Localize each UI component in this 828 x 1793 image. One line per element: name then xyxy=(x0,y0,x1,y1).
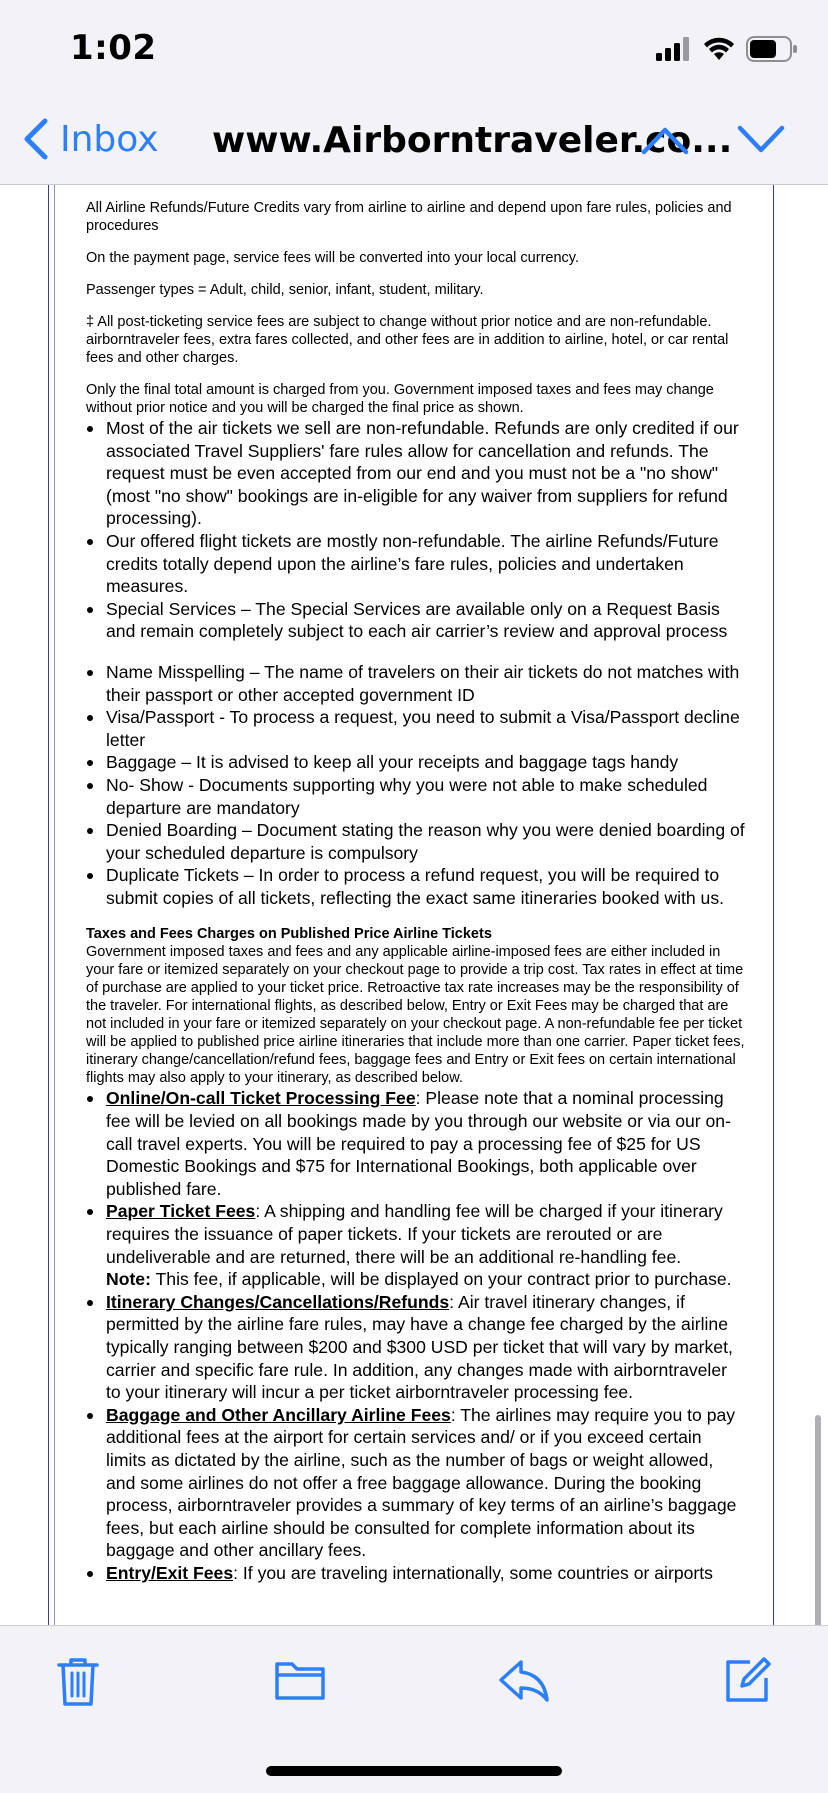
fee-text: : The airlines may require you to pay additional fees at the airport for certain services and/ or if you exceed certain limits as dictated by the airline, such as the number of bags or weight allowed, and some airlines do not offer a free baggage allowance. During the booking process, airborntraveler provides a summary of key terms of an airline’s baggage fees, but each airline should be consulted for complete information about its baggage and other ancillary fees. xyxy=(106,1404,737,1561)
fee-title: Entry/Exit Fees xyxy=(106,1562,234,1583)
chevron-left-icon xyxy=(22,118,50,160)
list-item xyxy=(106,1404,746,1562)
note-text: This fee, if applicable, will be displayed on your contract prior to purchase. xyxy=(150,1269,732,1290)
list-item: Denied Boarding – Document stating the reason why you were denied boarding of your scheduled departure is compulsory xyxy=(106,820,745,863)
frame-divider xyxy=(54,185,55,1625)
wifi-icon xyxy=(702,36,736,62)
list-item: Our offered flight tickets are mostly non-refundable. The airline Refunds/Future credits totally depend upon the airline’s fare rules, policies and undertaken measures. xyxy=(106,530,746,598)
back-label: Inbox xyxy=(60,118,159,160)
list-item: Most of the air tickets we sell are non-refundable. Refunds are only credited if our associated Travel Suppliers' fare rules allow for cancellation and refunds. The request must be even accepted from our end and you must not be a "no show" (most "no show" bookings are in-eligible for any waiver from suppliers for refund processing). xyxy=(106,417,746,530)
status-bar xyxy=(0,0,828,100)
intro-paragraph: All Airline Refunds/Future Credits vary from airline to airline and depend upon fare rules, policies and procedures xyxy=(86,200,732,234)
page-title: www.Airborntraveler.co... xyxy=(212,120,733,161)
fee-text: : Air travel itinerary changes, if permitted by the airline fare rules, may have a change fee charged by the airline typically ranging between $200 and $300 USD per ticket that will vary by market, carrier and specific fare rule. In addition, any changes made with airborntraveler to your itinerary will incur a per ticket airborntraveler processing fee. xyxy=(106,1291,733,1403)
email-body[interactable] xyxy=(0,185,828,1625)
intro-paragraph: Only the final total amount is charged from you. Government imposed taxes and fees may change without prior notice and you will be charged the final price as shown. xyxy=(86,382,714,416)
list-item: Duplicate Tickets – In order to process a refund request, you will be required to submit copies of all tickets, reflecting the exact same itineraries booked with us. xyxy=(106,864,746,909)
home-indicator xyxy=(266,1766,562,1776)
nav-bar xyxy=(0,100,828,185)
list-item xyxy=(106,1562,746,1585)
next-message-button[interactable] xyxy=(736,120,786,160)
folder-icon[interactable] xyxy=(274,1656,326,1704)
compose-icon[interactable] xyxy=(722,1656,772,1706)
intro-paragraph: ‡ All post-ticketing service fees are subject to change without prior notice and are non-refundable. airborntraveler fees, extra fares collected, and other fees are in addition to airline, hotel, or car rental fees and other charges. xyxy=(86,314,729,366)
back-button[interactable] xyxy=(22,118,159,160)
list-item xyxy=(106,1291,746,1404)
note-label: Note: xyxy=(106,1269,151,1290)
taxes-heading: Taxes and Fees Charges on Published Price Airline Tickets xyxy=(86,926,492,943)
fee-title: Paper Ticket Fees xyxy=(106,1201,256,1222)
previous-message-button[interactable] xyxy=(640,120,690,160)
intro-paragraph: Passenger types = Adult, child, senior, infant, student, military. xyxy=(86,282,484,298)
refund-documents-list xyxy=(86,661,746,910)
list-item: Special Services – The Special Services are available only on a Request Basis and remain completely subject to each air carrier’s review and approval process xyxy=(106,598,746,643)
fee-text: : Please note that a nominal processing fee will be levied on all bookings made by you through our website or via our on-call travel experts. You will be required to pay a processing fee of $25 for US Domestic Bookings and $75 for International Bookings, both applicable over published fare. xyxy=(106,1088,731,1199)
list-item: Visa/Passport - To process a request, you need to submit a Visa/Passport decline letter xyxy=(106,706,746,751)
scrollbar[interactable] xyxy=(815,1415,821,1625)
fee-title: Baggage and Other Ancillary Airline Fees xyxy=(106,1404,451,1425)
intro-paragraph: On the payment page, service fees will be converted into your local currency. xyxy=(86,250,579,266)
fee-title: Itinerary Changes/Cancellations/Refunds xyxy=(106,1291,450,1312)
reply-icon[interactable] xyxy=(497,1656,551,1704)
list-item: Baggage – It is advised to keep all your receipts and baggage tags handy xyxy=(106,751,746,774)
list-item xyxy=(106,1087,746,1200)
list-item: No- Show - Documents supporting why you were not able to make scheduled departure are mandatory xyxy=(106,774,746,819)
taxes-paragraph: Government imposed taxes and fees and any applicable airline-imposed fees are either included in your fare or itemized separately on your checkout page to provide a trip cost. Tax rates in effect at time of purchase are applied to your ticket price. Retroactive tax rate increases may be the responsibility of the traveler. For international flights, as described below, Entry or Exit Fees may be charged that are not included in your fare or itemized separately on your checkout page. A non-refundable fee per ticket will be applied to published price airline itineraries that include more than one carrier. Paper ticket fees, itinerary change/cancellation/refund fees, baggage fees and Entry or Exit fees on certain international flights may also apply to your itinerary, as described below. xyxy=(86,944,745,1087)
battery-icon xyxy=(746,36,798,62)
fees-list xyxy=(86,1087,746,1584)
refund-policy-list xyxy=(86,417,746,643)
fee-title: Online/On-call Ticket Processing Fee xyxy=(106,1088,416,1109)
status-icons xyxy=(656,34,798,64)
list-item xyxy=(106,1200,746,1290)
fee-text: : A shipping and handling fee will be charged if your itinerary requires the issuance of paper tickets. If your tickets are rerouted or are undeliverable and are returned, there will be an additional re-handling fee. xyxy=(106,1201,723,1267)
list-item: Name Misspelling – The name of travelers on their air tickets do not matches with their passport or other accepted government ID xyxy=(106,661,746,706)
fee-text: : If you are traveling internationally, some countries or airports xyxy=(233,1562,713,1583)
status-time: 1:02 xyxy=(70,28,157,68)
trash-icon[interactable] xyxy=(56,1656,100,1708)
signal-icon xyxy=(656,37,692,61)
email-text xyxy=(86,199,746,1585)
